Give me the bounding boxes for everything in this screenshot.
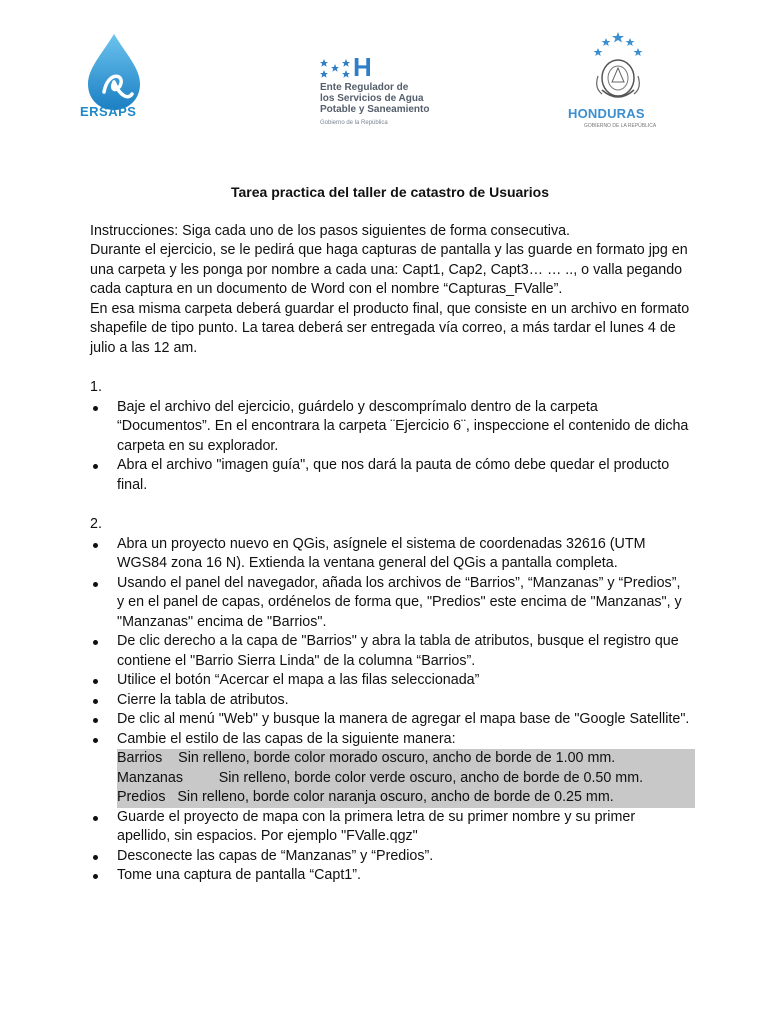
document-header [0,0,768,150]
list-item: Usando el panel del navegador, añada los archivos de “Barrios”, “Manzanas” y “Predios”, y en el panel de capas, ordénelos de forma que, "Predios" este encima de "Manzanas", y "Manzanas" encima de "Barrios". [90,574,690,633]
list-item: Utilice el botón “Acercar el mapa a las filas seleccionada” [90,671,690,691]
intro-captures: Durante el ejercicio, se le pedirá que haga capturas de pantalla y las guarde en formato jpg en una carpeta y les ponga por nombre a cada una: Capt1, Cap2, Capt3… … .., o valla pegando cada captura en un documento de Word con el nombre “Capturas_FValle”. [90,242,688,297]
intro-deliverable: En esa misma carpeta deberá guardar el producto final, que consiste en un archivo en formato shapefile de tipo punto. La tarea deberá ser entregada vía correo, a más tardar el lunes 4 de julio a las 12 am. [90,300,690,356]
section-1-list [90,398,690,496]
ente-h-mark: H [353,52,372,82]
list-item: Cierre la tabla de atributos. [90,691,690,711]
list-item: Cambie el estilo de las capas de la siguiente manera: [90,730,690,750]
list-item: De clic derecho a la capa de "Barrios" y abra la tabla de atributos, busque el registro que contiene el "Barrio Sierra Linda" de la columna “Barrios”. [90,632,690,671]
list-item: Guarde el proyecto de mapa con la primera letra de su primer nombre y su primer apellido, sin espacios. Por ejemplo "FValle.qgz" [90,808,690,847]
document-title: Tarea practica del taller de catastro de Usuarios [231,184,549,200]
layer-styles-block [117,749,695,808]
list-item: Tome una captura de pantalla “Capt1”. [90,866,690,886]
honduras-logo-text: HONDURAS [568,106,645,121]
ersaps-logo-text: ERSAPS [80,104,137,119]
list-item: Baje el archivo del ejercicio, guárdelo y descomprímalo dentro de la carpeta “Documentos”. En el encontrara la carpeta ¨Ejercicio 6¨, inspeccione el contenido de dicha carpeta en su explorador. [90,398,690,457]
ente-line-3: Potable y Saneamiento [320,104,430,115]
section-1-number: 1. [90,379,102,395]
ente-regulador-text [320,82,429,129]
section-2-number: 2. [90,516,102,532]
intro-instructions: Instrucciones: Siga cada uno de los pasos siguientes de forma consecutiva. [90,222,571,239]
style-row-barrios: Barrios Sin relleno, borde color morado oscuro, ancho de borde de 1.00 mm. [117,750,616,766]
list-item: Desconecte las capas de “Manzanas” y “Predios”. [90,847,690,867]
section-2-list [90,535,690,750]
ente-line-2: los Servicios de Agua [320,93,424,104]
style-row-manzanas: Manzanas Sin relleno, borde color verde oscuro, ancho de borde de 0.50 mm. [117,769,644,786]
honduras-logo-subtitle: GOBIERNO DE LA REPÚBLICA [584,123,657,129]
document-body [90,183,690,886]
list-item: Abra el archivo "imagen guía", que nos dará la pauta de cómo debe quedar el producto final. [90,456,690,495]
ente-subtitle: Gobierno de la República [320,120,388,126]
ente-line-1: Ente Regulador de [320,82,409,93]
list-item: Abra un proyecto nuevo en QGis, asígnele el sistema de coordenadas 32616 (UTM WGS84 zona 16 N). Extienda la ventana general del QGis a pantalla completa. [90,535,690,574]
section-2-list-continued [90,808,690,886]
list-item: De clic al menú "Web" y busque la manera de agregar el mapa base de "Google Satellite". [90,710,690,730]
style-row-predios: Predios Sin relleno, borde color naranja oscuro, ancho de borde de 0.25 mm. [117,789,614,805]
